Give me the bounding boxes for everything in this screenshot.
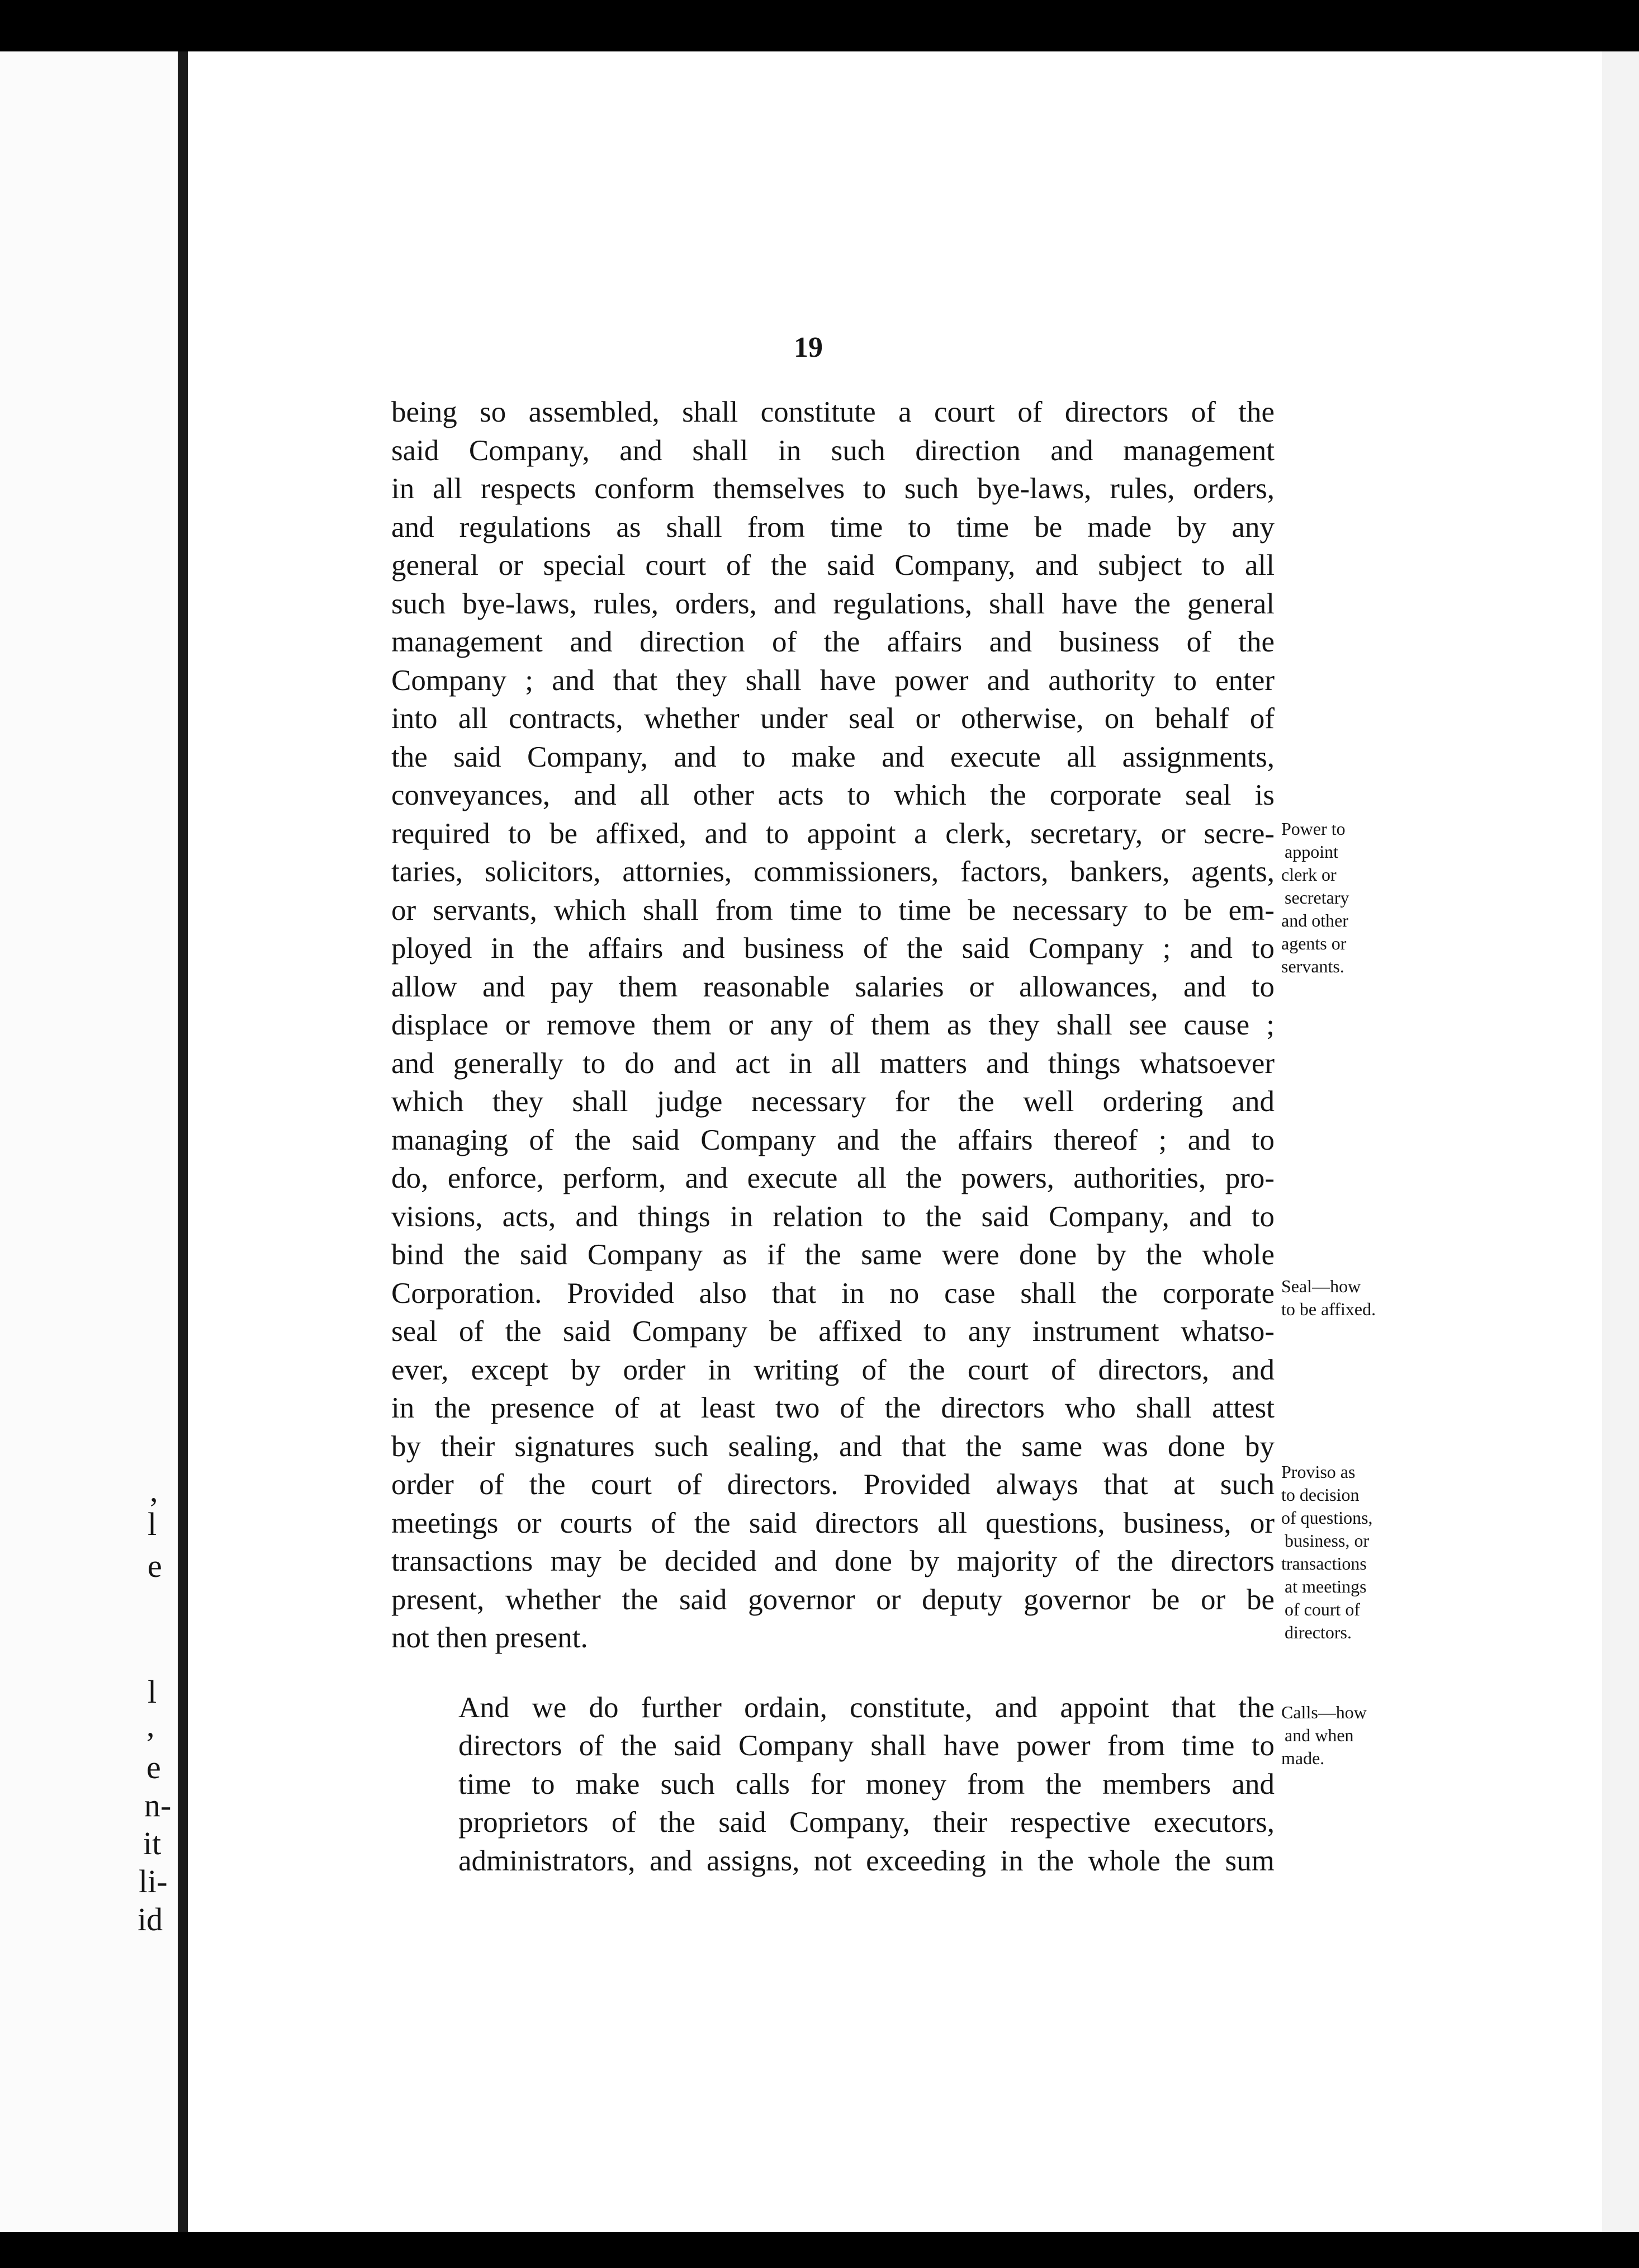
- left-page-fragment: id: [138, 1901, 163, 1938]
- text-line: required to be affixed, and to appoint a clerk, secretary, or secre-: [391, 817, 1275, 850]
- text-line: present, whether the said governor or deputy governor be or be: [391, 1583, 1275, 1616]
- note-line: Proviso as: [1281, 1462, 1356, 1482]
- text-line: in the presence of at least two of the directors who shall attest: [391, 1392, 1275, 1424]
- text-line: general or special court of the said Company, and subject to all: [391, 549, 1275, 582]
- text-line: ployed in the affairs and business of the said Company ; and to: [391, 932, 1275, 965]
- paragraph-1: [391, 393, 1275, 1657]
- left-page-fragment: l: [148, 1674, 157, 1710]
- right-page-edge: [1602, 51, 1639, 2232]
- note-line: servants.: [1281, 956, 1344, 976]
- left-page-fragment: e: [148, 1548, 162, 1584]
- text-line: or servants, which shall from time to time be necessary to be em-: [391, 894, 1275, 927]
- text-line: allow and pay them reasonable salaries or allowances, and to: [391, 970, 1275, 1003]
- note-line: to decision: [1281, 1485, 1359, 1505]
- text-line: seal of the said Company be affixed to any instrument whatso-: [391, 1315, 1275, 1348]
- paragraph-2: [391, 1689, 1275, 1880]
- note-line: agents or: [1281, 933, 1347, 953]
- text-line: taries, solicitors, attornies, commissioners, factors, bankers, agents,: [391, 856, 1275, 888]
- left-page-fragment: ,: [150, 1472, 158, 1509]
- note-line: business, or: [1285, 1530, 1370, 1551]
- page-number: 19: [794, 332, 823, 363]
- left-page-fragment: n-: [144, 1787, 172, 1823]
- left-page-fragment: li-: [139, 1863, 168, 1900]
- text-line: And we do further ordain, constitute, and appoint that the: [458, 1691, 1275, 1724]
- note-line: and when: [1285, 1725, 1354, 1745]
- text-line: time to make such calls for money from the members and: [458, 1768, 1275, 1801]
- text-line: the said Company, and to make and execute all assignments,: [391, 740, 1275, 773]
- text-line: proprietors of the said Company, their respective executors,: [458, 1806, 1275, 1839]
- text-line: do, enforce, perform, and execute all the powers, authorities, pro-: [391, 1162, 1275, 1194]
- text-line: into all contracts, whether under seal or otherwise, on behalf of: [391, 702, 1275, 735]
- text-line: Company ; and that they shall have power and authority to enter: [391, 664, 1275, 697]
- text-line: in all respects conform themselves to such bye-laws, rules, orders,: [391, 472, 1275, 505]
- note-line: secretary: [1285, 887, 1349, 908]
- note-line: and other: [1281, 910, 1348, 930]
- text-line: by their signatures such sealing, and that the same was done by: [391, 1430, 1275, 1463]
- margin-note-power-to-appoint: [1281, 818, 1421, 978]
- left-page-fragment: l: [148, 1506, 157, 1542]
- note-line: of questions,: [1281, 1508, 1373, 1528]
- text-line: visions, acts, and things in relation to the said Company, and to: [391, 1200, 1275, 1233]
- left-page-fragment: it: [143, 1825, 162, 1861]
- text-line: which they shall judge necessary for the well ordering and: [391, 1085, 1275, 1118]
- text-line: conveyances, and all other acts to which the corporate seal is: [391, 779, 1275, 811]
- text-line: ever, except by order in writing of the court of directors, and: [391, 1353, 1275, 1386]
- text-line: Corporation. Provided also that in no case shall the corporate: [391, 1277, 1275, 1310]
- body-text: [391, 393, 1275, 1880]
- note-line: of court of: [1285, 1599, 1361, 1619]
- note-line: Seal—how: [1281, 1276, 1361, 1296]
- text-line: such bye-laws, rules, orders, and regulations, shall have the general: [391, 587, 1275, 620]
- note-line: at meetings: [1285, 1576, 1367, 1596]
- left-page-fragment: ,: [146, 1707, 155, 1743]
- text-line: order of the court of directors. Provided always that at such: [391, 1468, 1275, 1501]
- text-line: meetings or courts of the said directors all questions, business, or: [391, 1506, 1275, 1539]
- text-line: and regulations as shall from time to time be made by any: [391, 511, 1275, 544]
- text-line: management and direction of the affairs and business of the: [391, 626, 1275, 658]
- text-line: bind the said Company as if the same were done by the whole: [391, 1239, 1275, 1271]
- text-line: said Company, and shall in such direction and management: [391, 434, 1275, 467]
- note-line: appoint: [1285, 842, 1338, 862]
- text-line: managing of the said Company and the affairs thereof ; and to: [391, 1123, 1275, 1156]
- note-line: Calls—how: [1281, 1702, 1367, 1722]
- note-line: to be affixed.: [1281, 1299, 1376, 1319]
- note-line: Power to: [1281, 819, 1346, 839]
- text-line: transactions may be decided and done by majority of the directors: [391, 1545, 1275, 1577]
- text-line: administrators, and assigns, not exceeding in the whole the sum: [458, 1844, 1275, 1877]
- note-line: made.: [1281, 1748, 1325, 1768]
- book-spine: [178, 51, 188, 2232]
- margin-note-calls: [1281, 1701, 1421, 1770]
- margin-note-seal: [1281, 1275, 1421, 1321]
- text-line: and generally to do and act in all matters and things whatsoever: [391, 1047, 1275, 1080]
- note-line: transactions: [1281, 1553, 1367, 1574]
- note-line: directors.: [1285, 1622, 1352, 1642]
- margin-note-proviso: [1281, 1461, 1421, 1644]
- text-line: being so assembled, shall constitute a court of directors of the: [391, 396, 1275, 428]
- text-line: not then present.: [391, 1622, 588, 1654]
- text-line: directors of the said Company shall have power from time to: [458, 1730, 1275, 1762]
- note-line: clerk or: [1281, 864, 1337, 885]
- left-page-fragment: e: [146, 1749, 161, 1785]
- text-line: displace or remove them or any of them as they shall see cause ;: [391, 1009, 1275, 1041]
- left-page-edge: [0, 51, 178, 2232]
